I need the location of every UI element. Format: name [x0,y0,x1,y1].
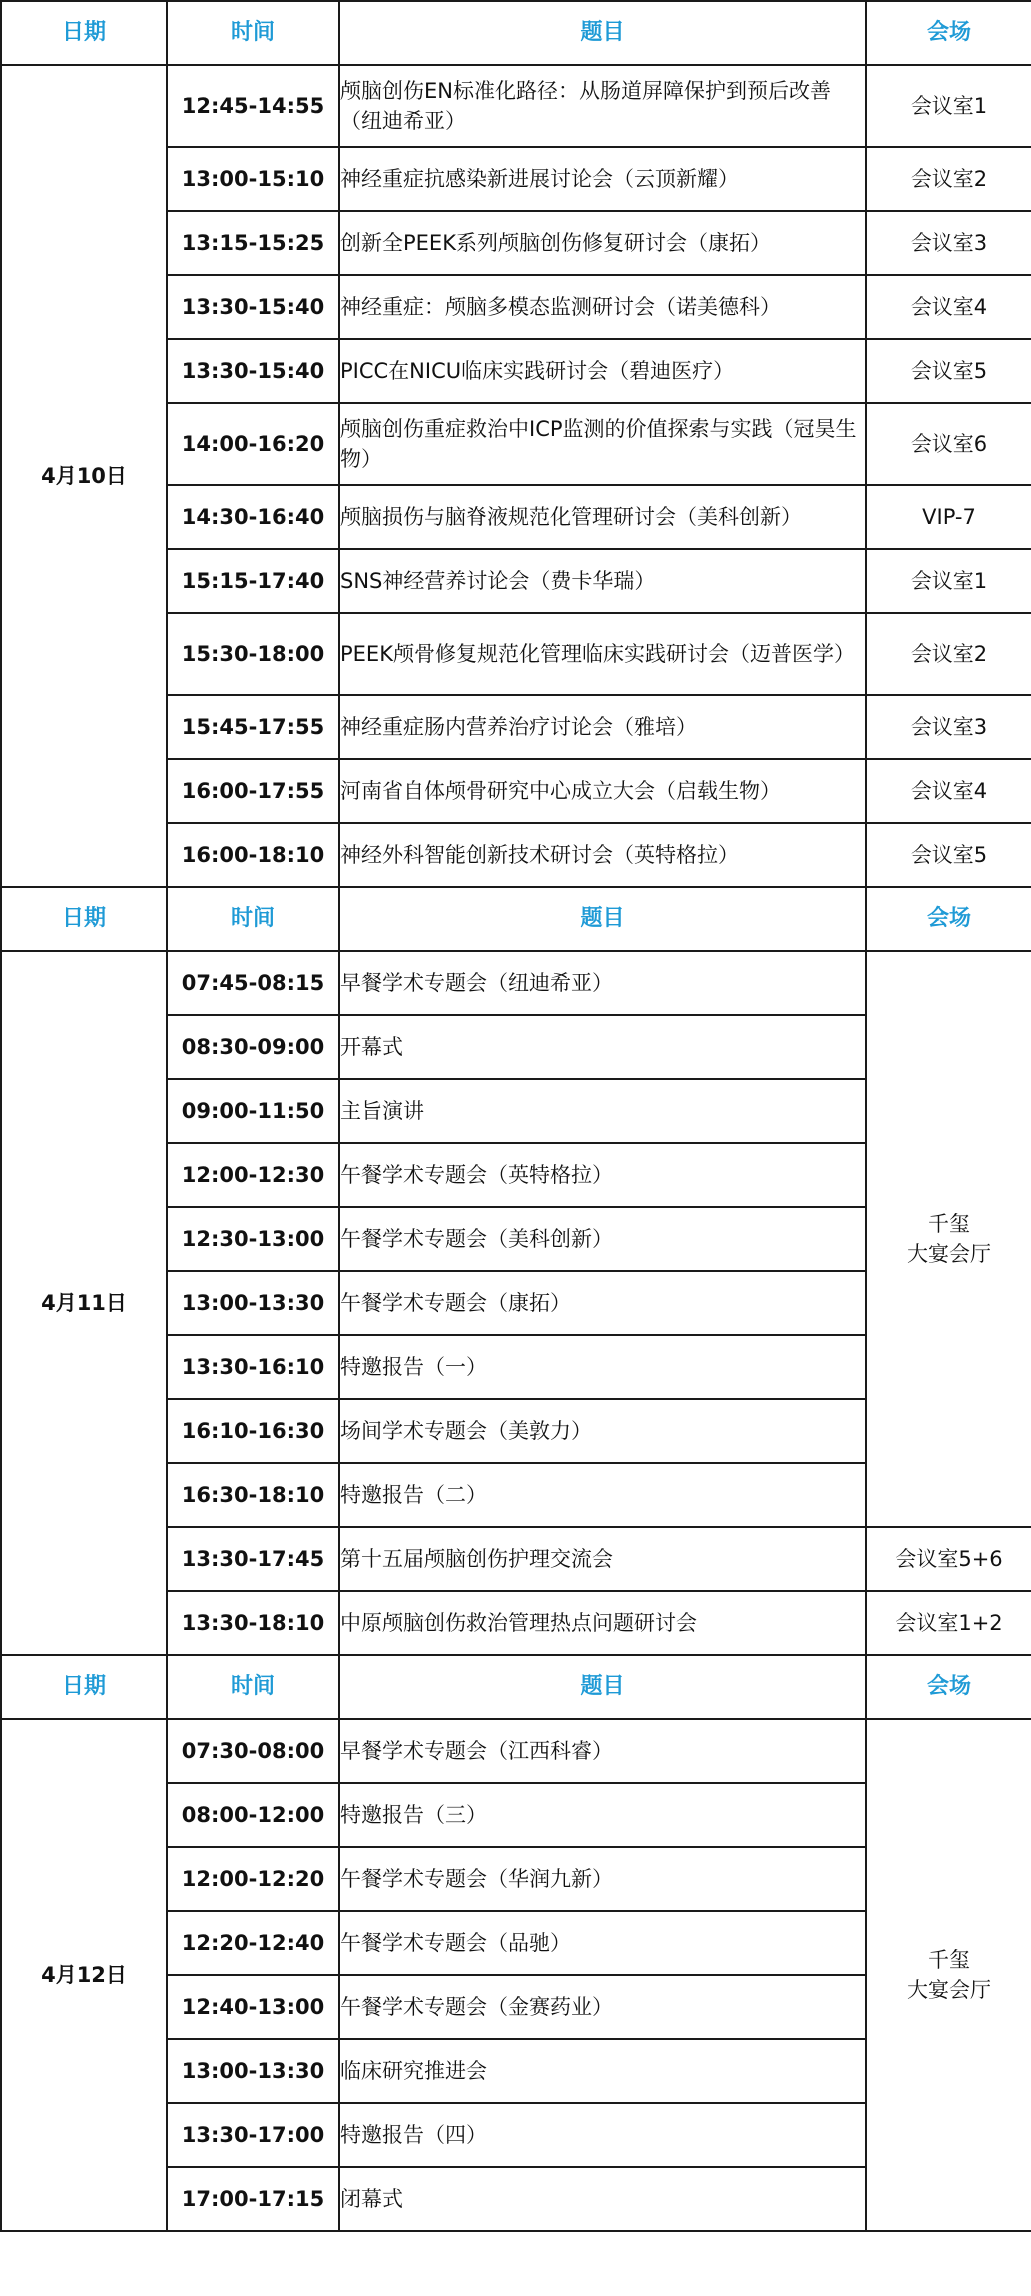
session-topic: 颅脑损伤与脑脊液规范化管理研讨会（美科创新） [339,485,866,549]
table-row [1,951,1031,1015]
session-topic: 特邀报告（三） [339,1783,866,1847]
session-topic: 临床研究推进会 [339,2039,866,2103]
day-date: 4月11日 [1,951,167,1655]
session-venue: VIP-7 [866,485,1031,549]
header-topic: 题目 [339,1655,866,1719]
session-venue: 会议室5 [866,823,1031,887]
session-topic: 午餐学术专题会（华润九新） [339,1847,866,1911]
session-topic: 神经重症抗感染新进展讨论会（云顶新耀） [339,147,866,211]
session-topic: 神经外科智能创新技术研讨会（英特格拉） [339,823,866,887]
shared-venue [866,951,1031,1527]
session-time: 13:30-18:10 [167,1591,339,1655]
session-venue: 会议室4 [866,275,1031,339]
session-topic: 闭幕式 [339,2167,866,2231]
session-time: 13:15-15:25 [167,211,339,275]
session-time: 13:00-13:30 [167,1271,339,1335]
day-date: 4月10日 [1,65,167,887]
session-topic: PEEK颅骨修复规范化管理临床实践研讨会（迈普医学） [339,613,866,695]
session-time: 14:30-16:40 [167,485,339,549]
session-venue: 会议室2 [866,613,1031,695]
session-topic: 午餐学术专题会（金赛药业） [339,1975,866,2039]
header-time: 时间 [167,1,339,65]
shared-venue-line2: 大宴会厅 [907,1978,991,2002]
session-time: 13:30-17:00 [167,2103,339,2167]
session-time: 12:40-13:00 [167,1975,339,2039]
session-topic: 早餐学术专题会（纽迪希亚） [339,951,866,1015]
session-venue: 会议室4 [866,759,1031,823]
session-topic: 午餐学术专题会（康拓） [339,1271,866,1335]
session-topic: 开幕式 [339,1015,866,1079]
session-time: 16:00-17:55 [167,759,339,823]
session-time: 12:30-13:00 [167,1207,339,1271]
session-venue: 会议室1+2 [866,1591,1031,1655]
session-time: 13:30-16:10 [167,1335,339,1399]
session-time: 13:00-13:30 [167,2039,339,2103]
session-topic: 创新全PEEK系列颅脑创伤修复研讨会（康拓） [339,211,866,275]
session-topic: 午餐学术专题会（品驰） [339,1911,866,1975]
session-topic: 场间学术专题会（美敦力） [339,1399,866,1463]
session-venue: 会议室5+6 [866,1527,1031,1591]
session-venue: 会议室3 [866,695,1031,759]
session-venue: 会议室6 [866,403,1031,485]
session-time: 15:45-17:55 [167,695,339,759]
session-time: 13:00-15:10 [167,147,339,211]
session-topic: 中原颅脑创伤救治管理热点问题研讨会 [339,1591,866,1655]
session-time: 12:00-12:30 [167,1143,339,1207]
session-time: 12:00-12:20 [167,1847,339,1911]
session-venue: 会议室5 [866,339,1031,403]
header-date: 日期 [1,1,167,65]
session-time: 13:30-15:40 [167,339,339,403]
shared-venue [866,1719,1031,2231]
session-time: 14:00-16:20 [167,403,339,485]
session-topic: 神经重症：颅脑多模态监测研讨会（诺美德科） [339,275,866,339]
session-time: 07:45-08:15 [167,951,339,1015]
table-row [1,1719,1031,1783]
session-time: 16:30-18:10 [167,1463,339,1527]
session-time: 17:00-17:15 [167,2167,339,2231]
header-row [1,887,1031,951]
table-row [1,65,1031,147]
session-time: 16:00-18:10 [167,823,339,887]
shared-venue-line2: 大宴会厅 [907,1242,991,1266]
day-date: 4月12日 [1,1719,167,2231]
header-date: 日期 [1,1655,167,1719]
session-venue: 会议室1 [866,549,1031,613]
session-topic: PICC在NICU临床实践研讨会（碧迪医疗） [339,339,866,403]
session-topic: 特邀报告（四） [339,2103,866,2167]
session-time: 12:45-14:55 [167,65,339,147]
session-topic: SNS神经营养讨论会（费卡华瑞） [339,549,866,613]
header-time: 时间 [167,1655,339,1719]
header-venue: 会场 [866,887,1031,951]
session-topic: 神经重症肠内营养治疗讨论会（雅培） [339,695,866,759]
session-topic: 早餐学术专题会（江西科睿） [339,1719,866,1783]
session-venue: 会议室1 [866,65,1031,147]
session-time: 09:00-11:50 [167,1079,339,1143]
header-row [1,1655,1031,1719]
session-topic: 颅脑创伤重症救治中ICP监测的价值探索与实践（冠昊生物） [339,403,866,485]
shared-venue-line1: 千玺 [928,1948,970,1972]
session-time: 07:30-08:00 [167,1719,339,1783]
header-venue: 会场 [866,1,1031,65]
session-topic: 颅脑创伤EN标准化路径：从肠道屏障保护到预后改善（纽迪希亚） [339,65,866,147]
header-topic: 题目 [339,887,866,951]
header-row [1,1,1031,65]
header-time: 时间 [167,887,339,951]
session-time: 15:30-18:00 [167,613,339,695]
session-topic: 特邀报告（一） [339,1335,866,1399]
session-time: 13:30-17:45 [167,1527,339,1591]
session-time: 08:30-09:00 [167,1015,339,1079]
session-topic: 特邀报告（二） [339,1463,866,1527]
session-time: 16:10-16:30 [167,1399,339,1463]
header-venue: 会场 [866,1655,1031,1719]
session-topic: 第十五届颅脑创伤护理交流会 [339,1527,866,1591]
session-time: 12:20-12:40 [167,1911,339,1975]
session-topic: 午餐学术专题会（英特格拉） [339,1143,866,1207]
session-topic: 河南省自体颅骨研究中心成立大会（启载生物） [339,759,866,823]
session-topic: 午餐学术专题会（美科创新） [339,1207,866,1271]
header-topic: 题目 [339,1,866,65]
session-venue: 会议室3 [866,211,1031,275]
session-time: 15:15-17:40 [167,549,339,613]
session-time: 08:00-12:00 [167,1783,339,1847]
session-topic: 主旨演讲 [339,1079,866,1143]
session-time: 13:30-15:40 [167,275,339,339]
header-date: 日期 [1,887,167,951]
session-venue: 会议室2 [866,147,1031,211]
shared-venue-line1: 千玺 [928,1212,970,1236]
